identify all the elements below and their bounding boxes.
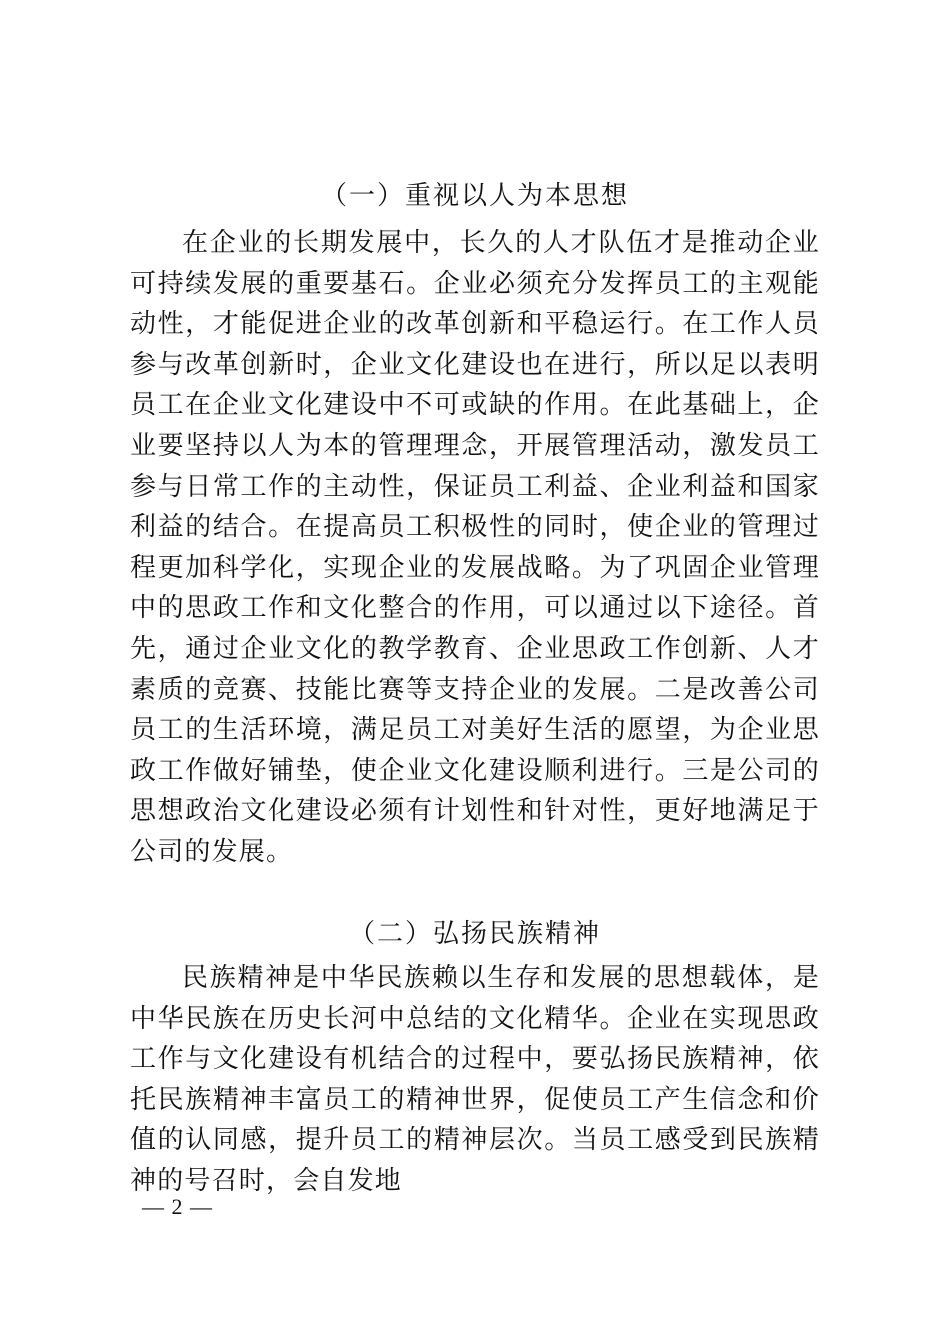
page-number: — 2 — [142, 1194, 213, 1219]
section-heading-2: （二）弘扬民族精神 [348, 919, 601, 949]
section-paragraph-2: 民族精神是中华民族赖以生存和发展的思想载体，是中华民族在历史长河中总结的文化精华。企业在实现思政工作与文化建设有机结合的过程中，要弘扬民族精神，依托民族精神丰富员工的精神世界，促使员工产生信念和价值的认同感，提升员工的精神层次。当员工感受到民族精神的号召时，会自发地 [130, 963, 820, 1196]
section-paragraph-1: 在企业的长期发展中，长久的人才队伍才是推动企业可持续发展的重要基石。企业必须充分发挥员工的主观能动性，才能促进企业的改革创新和平稳运行。在工作人员参与改革创新时，企业文化建设也在进行，所以足以表明员工在企业文化建设中不可或缺的作用。在此基础上，企业要坚持以人为本的管理理念，开展管理活动，激发员工参与日常工作的主动性，保证员工利益、企业利益和国家利益的结合。在提高员工积极性的同时，使企业的管理过程更加科学化，实现企业的发展战略。为了巩固企业管理中的思政工作和文化整合的作用，可以通过以下途径。首先，通过企业文化的教学教育、企业思政工作创新、人才素质的竞赛、技能比赛等支持企业的发展。二是改善公司员工的生活环境，满足员工对美好生活的愿望，为企业思政工作做好铺垫，使企业文化建设顺利进行。三是公司的思想政治文化建设必须有计划性和针对性，更好地满足于公司的发展。 [130, 228, 820, 867]
section-heading-1: （一）重视以人为本思想 [320, 181, 629, 211]
